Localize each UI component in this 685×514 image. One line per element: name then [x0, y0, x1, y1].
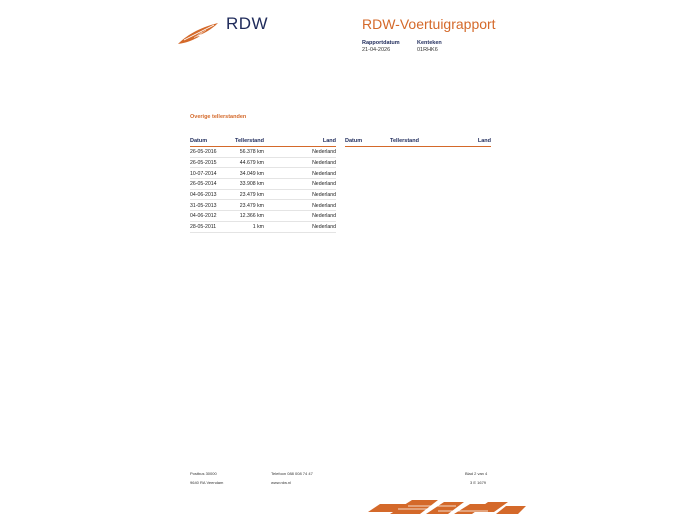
feather-logo-icon — [176, 20, 220, 46]
table-row — [190, 222, 336, 233]
table-row — [190, 158, 336, 169]
cell-datum: 26-05-2015 — [190, 159, 217, 166]
cell-tellerstand: 1 km — [252, 224, 264, 230]
table-row — [190, 211, 336, 222]
meta-value-kenteken: 01RHK6 — [417, 47, 438, 53]
brand-stripes-icon — [368, 498, 528, 514]
table-header — [190, 138, 336, 147]
cell-tellerstand: 44.679 km — [239, 159, 264, 166]
odometer-table-left — [190, 138, 336, 233]
header-tellerstand: Tellerstand — [235, 138, 264, 144]
cell-land: Nederland — [312, 170, 336, 177]
meta-label-rapportdatum: Rapportdatum — [362, 40, 400, 46]
cell-land: Nederland — [312, 191, 336, 198]
table-row — [190, 168, 336, 179]
footer-code: 3 E 1679 — [470, 480, 487, 485]
logo-text: RDW — [226, 14, 269, 33]
meta-value-rapportdatum: 21-04-2026 — [362, 47, 391, 53]
cell-datum: 26-05-2016 — [190, 149, 217, 156]
table-row — [190, 200, 336, 211]
header-datum: Datum — [345, 138, 363, 144]
cell-tellerstand: 33.908 km — [239, 181, 264, 188]
header-land: Land — [322, 138, 336, 144]
table-row — [190, 147, 336, 158]
odometer-table-right — [345, 138, 491, 147]
cell-datum: 28-05-2011 — [190, 224, 217, 230]
cell-datum: 04-06-2012 — [190, 213, 217, 220]
cell-land: Nederland — [312, 224, 336, 230]
cell-tellerstand: 23.479 km — [239, 202, 264, 209]
cell-land: Nederland — [312, 202, 336, 209]
cell-land: Nederland — [312, 159, 336, 166]
cell-land: Nederland — [312, 181, 336, 188]
cell-datum: 31-05-2013 — [190, 202, 217, 209]
cell-datum: 10-07-2014 — [190, 170, 217, 177]
cell-tellerstand: 23.479 km — [239, 191, 264, 198]
footer-phone: Telefoon 088 008 74 47 — [271, 471, 313, 476]
report-title: RDW-Voertuigrapport — [362, 16, 496, 32]
cell-land: Nederland — [312, 213, 336, 220]
cell-tellerstand: 12.366 km — [239, 213, 264, 220]
footer-website[interactable]: www.rdw.nl — [271, 480, 292, 485]
header-land: Land — [477, 138, 491, 144]
meta-label-kenteken: Kenteken — [417, 40, 442, 46]
footer-address: 9640 RA Veendam — [190, 480, 224, 485]
table-body — [190, 147, 336, 233]
table-header — [345, 138, 491, 147]
cell-tellerstand: 34.049 km — [239, 170, 264, 177]
table-row — [190, 190, 336, 201]
cell-tellerstand: 56.378 km — [239, 149, 264, 156]
cell-land: Nederland — [312, 149, 336, 156]
table-row — [190, 179, 336, 190]
cell-datum: 04-06-2013 — [190, 191, 217, 198]
footer-postbus: Postbus 30000 — [190, 471, 217, 476]
footer-page-number: Blad 2 van 4 — [465, 471, 488, 476]
cell-datum: 26-05-2014 — [190, 181, 217, 188]
section-title: Overige tellerstanden — [190, 114, 247, 120]
header-tellerstand: Tellerstand — [390, 138, 419, 144]
rdw-logo — [176, 14, 296, 48]
header-datum: Datum — [190, 138, 208, 144]
